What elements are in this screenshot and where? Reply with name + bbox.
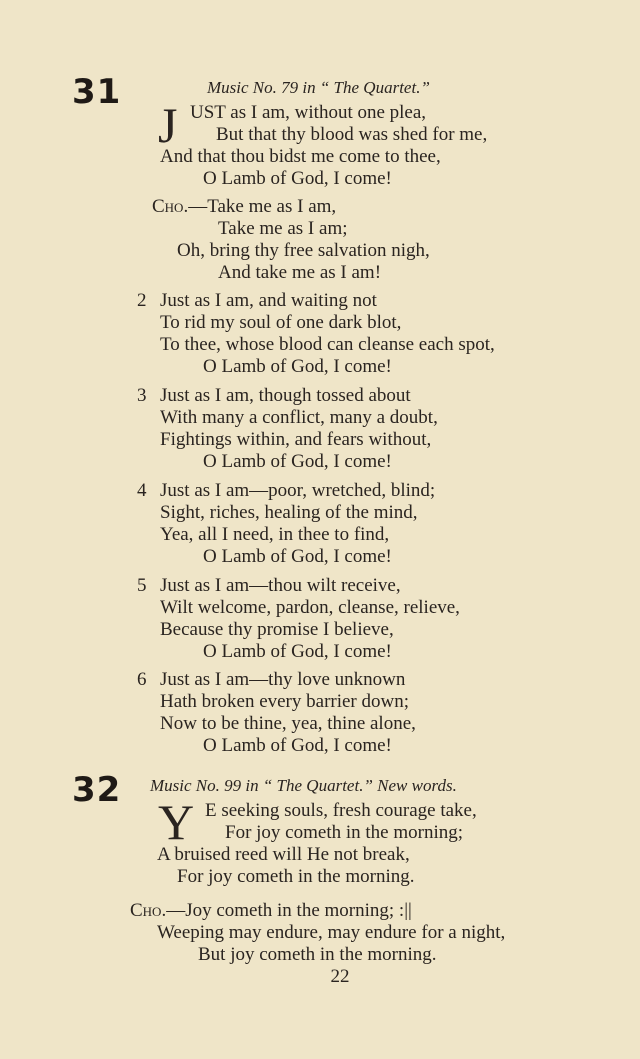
hymn32-line3: A bruised reed will He not break, bbox=[157, 844, 410, 865]
drop-cap-32: Y bbox=[158, 794, 195, 850]
hymn32-line2: For joy cometh in the morning; bbox=[225, 822, 464, 843]
verse-number: 2 bbox=[137, 290, 147, 311]
chorus-31 bbox=[152, 196, 336, 218]
verse1-line3: And that thou bidst me come to thee, bbox=[160, 146, 441, 167]
verse-line: O Lamb of God, I come! bbox=[203, 546, 392, 567]
chorus-32-line3: But joy cometh in the morning. bbox=[198, 944, 437, 965]
chorus-line2: Take me as I am; bbox=[218, 218, 348, 239]
verse1-line4: O Lamb of God, I come! bbox=[203, 168, 392, 189]
chorus-32 bbox=[130, 900, 412, 922]
chorus-label: Cho. bbox=[152, 196, 189, 217]
verse-line: Just as I am—poor, wretched, blind; bbox=[160, 480, 436, 501]
verse-number: 3 bbox=[137, 385, 147, 406]
verse-number: 4 bbox=[137, 480, 147, 501]
hymn32-line4: For joy cometh in the morning. bbox=[177, 866, 415, 887]
verse-line: Hath broken every barrier down; bbox=[160, 691, 410, 712]
chorus-line1: —Take me as I am, bbox=[188, 196, 337, 217]
verse-line: Just as I am, though tossed about bbox=[160, 385, 411, 406]
hymn-number-32: 32 bbox=[72, 770, 122, 810]
chorus-line3: Oh, bring thy free salvation nigh, bbox=[177, 240, 430, 261]
verse-line: To thee, whose blood can cleanse each spot, bbox=[160, 334, 495, 355]
verse-line: Because thy promise I believe, bbox=[160, 619, 394, 640]
hymn32-line1: E seeking souls, fresh courage take, bbox=[205, 800, 477, 821]
verse1-line2: But that thy blood was shed for me, bbox=[216, 124, 488, 145]
verse-line: Now to be thine, yea, thine alone, bbox=[160, 713, 416, 734]
verse-number: 6 bbox=[137, 669, 147, 690]
verse-line: Fightings within, and fears without, bbox=[160, 429, 432, 450]
verse-line: Just as I am, and waiting not bbox=[160, 290, 377, 311]
hymn-number-31: 31 bbox=[72, 72, 122, 112]
chorus-32-line1: —Joy cometh in the morning; :|| bbox=[166, 900, 412, 921]
drop-cap-31: J bbox=[158, 97, 178, 153]
page-number: 22 bbox=[330, 966, 350, 987]
verse-line: O Lamb of God, I come! bbox=[203, 641, 392, 662]
chorus-label: Cho. bbox=[130, 900, 167, 921]
verse-line: Yea, all I need, in thee to find, bbox=[160, 524, 390, 545]
verse-line: To rid my soul of one dark blot, bbox=[160, 312, 402, 333]
verse-line: O Lamb of God, I come! bbox=[203, 451, 392, 472]
verse-line: With many a conflict, many a doubt, bbox=[160, 407, 438, 428]
chorus-line4: And take me as I am! bbox=[218, 262, 382, 283]
verse-line: Just as I am—thy love unknown bbox=[160, 669, 406, 690]
verse-line: O Lamb of God, I come! bbox=[203, 356, 392, 377]
music-reference-32: Music No. 99 in “ The Quartet.” New words. bbox=[150, 776, 457, 795]
verse1-line1: UST as I am, without one plea, bbox=[190, 102, 427, 123]
verse-line: Just as I am—thou wilt receive, bbox=[160, 575, 401, 596]
verse-line: Wilt welcome, pardon, cleanse, relieve, bbox=[160, 597, 460, 618]
music-reference-31: Music No. 79 in “ The Quartet.” bbox=[207, 78, 430, 97]
verse-line: O Lamb of God, I come! bbox=[203, 735, 392, 756]
verse-line: Sight, riches, healing of the mind, bbox=[160, 502, 418, 523]
verse-number: 5 bbox=[137, 575, 147, 596]
chorus-32-line2: Weeping may endure, may endure for a night, bbox=[157, 922, 506, 943]
